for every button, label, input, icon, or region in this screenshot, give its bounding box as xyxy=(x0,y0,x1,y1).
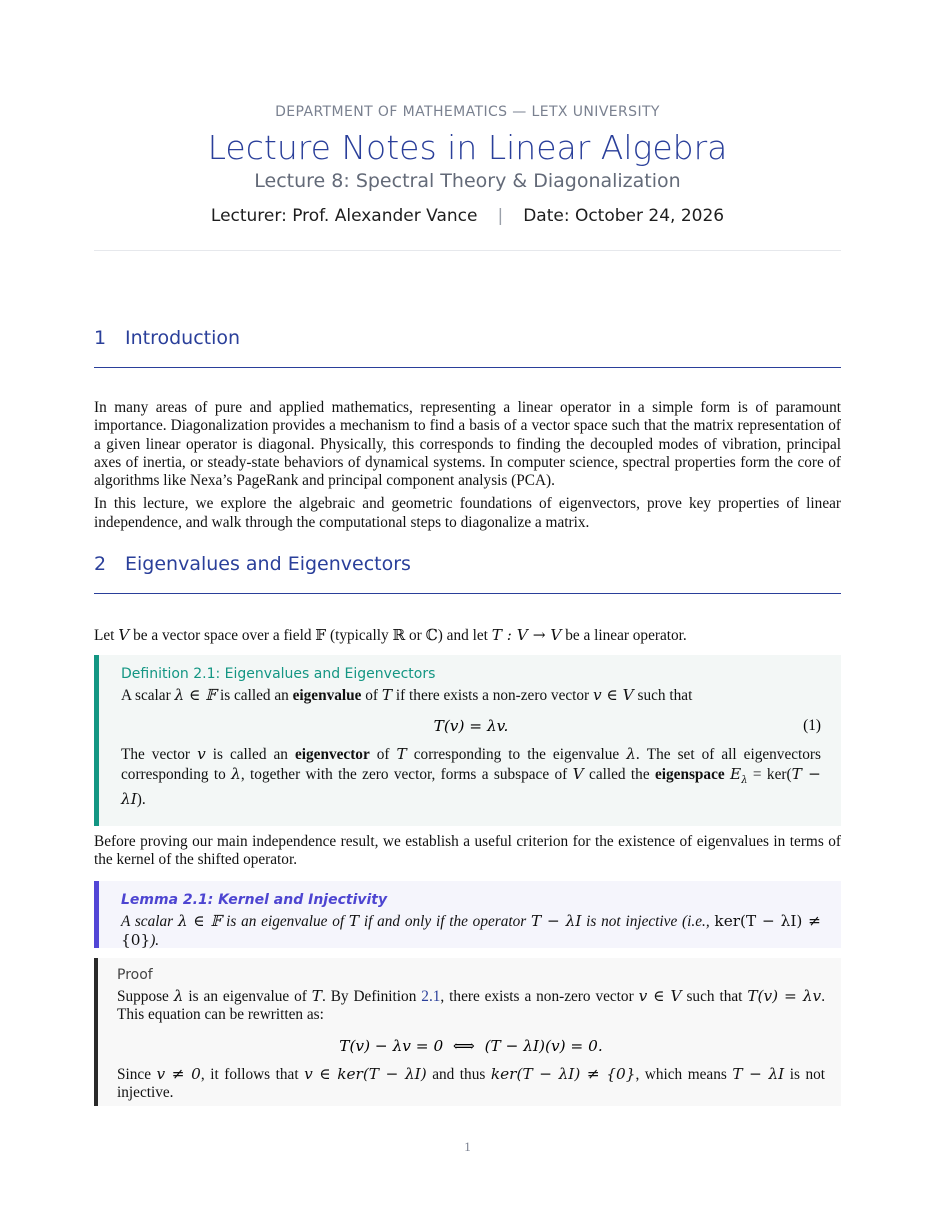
equation-1: T(v) = λv. (1) xyxy=(433,717,821,736)
lecturer-name: Lecturer: Prof. Alexander Vance xyxy=(210,206,478,226)
meta-separator: | xyxy=(497,206,504,226)
definition-box xyxy=(94,655,841,826)
proof-title: Proof xyxy=(117,967,153,983)
lecture-date: Date: October 24, 2026 xyxy=(523,206,725,226)
page-number: 1 xyxy=(464,1139,471,1154)
intro-body xyxy=(94,399,841,532)
lecture-meta xyxy=(94,206,841,226)
lemma-title: Lemma 2.1: Kernel and Injectivity xyxy=(121,892,388,908)
document-title: Lecture Notes in Linear Algebra xyxy=(207,128,728,167)
section-title: Eigenvalues and Eigenvectors xyxy=(125,553,411,575)
section-number: 1 xyxy=(94,327,107,349)
section2-intro-text: Let V be a vector space over a field 𝔽 (typically ℝ or ℂ) and let T : V → V be a linear operator. xyxy=(94,626,687,644)
section-rule xyxy=(94,367,841,368)
lecture-subtitle: Lecture 8: Spectral Theory & Diagonalization xyxy=(254,170,681,192)
section-heading xyxy=(94,327,841,349)
lemma-box xyxy=(94,881,841,948)
header-divider xyxy=(94,250,841,251)
bridge-paragraph xyxy=(94,833,841,870)
section2-intro xyxy=(94,626,841,645)
definition-reference-link[interactable]: 2.1 xyxy=(421,988,441,1005)
proof-equation: T(v) − λv = 0 ⟺ (T − λI)(v) = 0. xyxy=(339,1036,603,1055)
definition-text-2: The vector v is called an eigenvector of T corresponding to the eigenvalue λ. The set of all eigenvectors corresponding to λ, together with the zero vector, forms a subspace of V called the eigenspace $E_\lambda = ker(T - \lambda I)$. xyxy=(121,745,821,808)
section-introduction xyxy=(94,327,841,368)
department-label: DEPARTMENT OF MATHEMATICS — LETX UNIVERSITY xyxy=(275,104,660,120)
definition-title: Definition 2.1: Eigenvalues and Eigenvectors xyxy=(121,666,436,682)
section-eigenvalues xyxy=(94,553,841,594)
intro-paragraph-2: In this lecture, we explore the algebraic and geometric foundations of eigenvectors, prove key properties of linear independence, and walk through the computational steps to diagonalize a matrix. xyxy=(94,495,841,531)
title-block xyxy=(94,104,841,226)
lemma-statement: A scalar λ ∈ 𝔽 is an eigenvalue of T if and only if the operator T − λI is not injective (i.e., ker(T − λI) ≠ {0}). xyxy=(121,912,821,950)
section-number: 2 xyxy=(94,553,107,575)
section-rule xyxy=(94,593,841,594)
definition-text-1: A scalar λ ∈ 𝔽 is called an eigenvalue of T if there exists a non-zero vector v ∈ V such that xyxy=(121,686,693,704)
proof-text-2: Since v ≠ 0, it follows that v ∈ ker(T − λI) and thus ker(T − λI) ≠ {0}, which means T − λI is not injective. xyxy=(117,1064,826,1101)
equation-number: (1) xyxy=(803,717,821,735)
section-heading xyxy=(94,553,841,575)
proof-box xyxy=(94,958,841,1106)
section-title: Introduction xyxy=(125,327,241,349)
bridge-text: Before proving our main independence result, we establish a useful criterion for the existence of eigenvalues in terms of the kernel of the shifted operator. xyxy=(94,833,841,869)
proof-text-1: Suppose λ is an eigenvalue of T. By Definition 2.1, there exists a non-zero vector v ∈ V such that T(v) = λv. This equation can be rewritten as: xyxy=(117,987,826,1024)
intro-paragraph-1: In many areas of pure and applied mathematics, representing a linear operator in a simple form is of paramount importance. Diagonalization provides a mechanism to find a basis of a vector space such that the matrix representation of a given linear operator is diagonal. Physically, this corresponds to finding the decoupled modes of vibration, principal axes of inertia, or steady-state behaviors of dynamical systems. In computer science, spectral properties form the core of algorithms like Nexa’s PageRank and principal component analysis (PCA). xyxy=(94,399,841,490)
